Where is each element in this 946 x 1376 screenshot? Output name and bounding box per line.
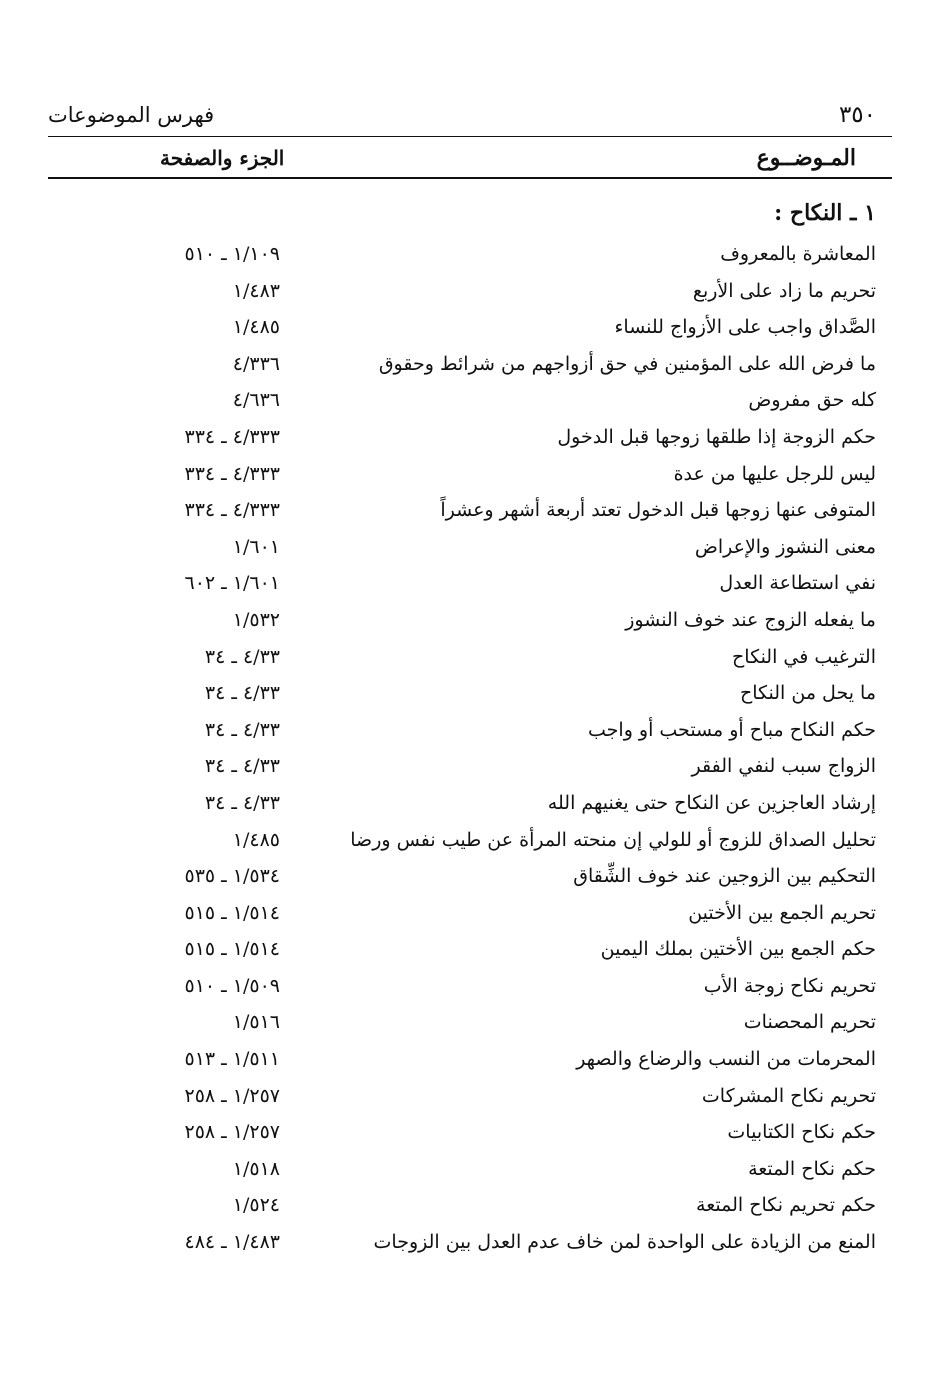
index-row — [0, 968, 946, 1005]
entry-pages: ٤/٣٣ ـ ٣٤ — [204, 755, 280, 778]
entry-pages: ٤/٣٣٦ — [232, 352, 280, 375]
entry-pages: ١/٥٢٤ — [232, 1194, 280, 1217]
index-row — [0, 1187, 946, 1224]
entry-topic: حكم النكاح مباح أو مستحب أو واجب — [588, 718, 876, 741]
entry-topic: تحريم ما زاد على الأربع — [692, 279, 876, 302]
entry-pages: ١/٥١٤ ـ ٥١٥ — [184, 938, 280, 961]
index-row — [0, 419, 946, 456]
entry-topic: حكم الجمع بين الأختين بملك اليمين — [600, 938, 876, 961]
index-row — [0, 748, 946, 785]
entry-pages: ١/٢٥٧ ـ ٢٥٨ — [184, 1121, 280, 1144]
entry-pages: ٤/٦٣٦ — [232, 389, 280, 412]
index-list — [0, 236, 946, 1261]
entry-topic: ما يفعله الزوج عند خوف النشوز — [625, 608, 876, 631]
header-rule-top — [48, 136, 892, 137]
entry-pages: ٤/٣٣٣ ـ ٣٣٤ — [184, 425, 280, 448]
entry-pages: ١/٥١٦ — [232, 1011, 280, 1034]
index-row — [0, 712, 946, 749]
index-row — [0, 1114, 946, 1151]
entry-topic: تحريم المحصنات — [743, 1011, 876, 1034]
entry-topic: تحريم الجمع بين الأختين — [688, 901, 876, 924]
index-row — [0, 675, 946, 712]
entry-topic: الصَّداق واجب على الأزواج للنساء — [614, 316, 876, 339]
index-row — [0, 1041, 946, 1078]
index-row — [0, 346, 946, 383]
entry-pages: ٤/٣٣٣ ـ ٣٣٤ — [184, 499, 280, 522]
index-row — [0, 931, 946, 968]
index-row — [0, 236, 946, 273]
index-row — [0, 1224, 946, 1261]
entry-topic: تحريم نكاح زوجة الأب — [703, 974, 876, 997]
index-row — [0, 492, 946, 529]
entry-pages: ١/٢٥٧ ـ ٢٥٨ — [184, 1084, 280, 1107]
entry-pages: ١/٥١٨ — [232, 1157, 280, 1180]
entry-topic: نفي استطاعة العدل — [719, 572, 876, 595]
entry-pages: ١/٦٠١ ـ ٦٠٢ — [184, 572, 280, 595]
entry-pages: ٤/٣٣ ـ ٣٤ — [204, 682, 280, 705]
entry-topic: حكم تحريم نكاح المتعة — [696, 1194, 876, 1217]
running-title: فهرس الموضوعات — [48, 103, 215, 127]
entry-pages: ٤/٣٣ ـ ٣٤ — [204, 718, 280, 741]
entry-topic: ما يحل من النكاح — [739, 682, 876, 705]
index-row — [0, 602, 946, 639]
index-row — [0, 1004, 946, 1041]
index-row — [0, 456, 946, 493]
column-heading-topic: المـوضــوع — [756, 145, 856, 171]
entry-pages: ١/٤٨٥ — [232, 828, 280, 851]
index-row — [0, 529, 946, 566]
header-rule-bottom — [48, 177, 892, 179]
entry-topic: المحرمات من النسب والرضاع والصهر — [576, 1048, 876, 1071]
index-row — [0, 822, 946, 859]
section-title: ١ ـ النكاح : — [774, 200, 876, 226]
index-row — [0, 382, 946, 419]
index-row — [0, 1078, 946, 1115]
entry-pages: ٤/٣٣ ـ ٣٤ — [204, 791, 280, 814]
entry-pages: ١/٥٠٩ ـ ٥١٠ — [184, 974, 280, 997]
index-row — [0, 273, 946, 310]
entry-topic: حكم نكاح الكتابيات — [727, 1121, 876, 1144]
entry-pages: ١/٤٨٣ ـ ٤٨٤ — [184, 1231, 280, 1254]
index-row — [0, 895, 946, 932]
entry-topic: المعاشرة بالمعروف — [720, 243, 876, 265]
entry-pages: ١/٥١١ ـ ٥١٣ — [184, 1048, 280, 1071]
entry-topic: معنى النشوز والإعراض — [694, 535, 876, 558]
entry-topic: إرشاد العاجزين عن النكاح حتى يغنيهم الله — [547, 791, 876, 814]
entry-pages: ١/٤٨٣ — [232, 279, 280, 302]
index-row — [0, 785, 946, 822]
entry-pages: ١/٤٨٥ — [232, 316, 280, 339]
entry-pages: ٤/٣٣٣ ـ ٣٣٤ — [184, 462, 280, 485]
entry-pages: ١/٥٣٢ — [232, 608, 280, 631]
entry-pages: ٤/٣٣ ـ ٣٤ — [204, 645, 280, 668]
entry-topic: حكم الزوجة إذا طلقها زوجها قبل الدخول — [557, 425, 876, 448]
entry-topic: ليس للرجل عليها من عدة — [673, 462, 876, 485]
column-heading-pages: الجزء والصفحة — [160, 146, 285, 170]
entry-topic: الترغيب في النكاح — [732, 645, 876, 668]
entry-topic: ما فرض الله على المؤمنين في حق أزواجهم من شرائط وحقوق — [378, 352, 876, 375]
entry-topic: حكم نكاح المتعة — [748, 1157, 876, 1180]
entry-topic: المتوفى عنها زوجها قبل الدخول تعتد أربعة أشهر وعشراً — [440, 499, 876, 522]
page-number: ٣٥٠ — [838, 102, 876, 128]
entry-pages: ١/١٠٩ ـ ٥١٠ — [184, 243, 280, 265]
index-row — [0, 639, 946, 676]
entry-pages: ١/٥٣٤ ـ ٥٣٥ — [184, 865, 280, 888]
entry-topic: الزواج سبب لنفي الفقر — [691, 755, 876, 778]
index-row — [0, 858, 946, 895]
entry-pages: ١/٦٠١ — [232, 535, 280, 558]
index-row — [0, 1151, 946, 1188]
entry-topic: تحليل الصداق للزوج أو للولي إن منحته المرأة عن طيب نفس ورضا — [350, 828, 876, 851]
entry-topic: المنع من الزيادة على الواحدة لمن خاف عدم العدل بين الزوجات — [373, 1231, 876, 1254]
index-row — [0, 565, 946, 602]
entry-topic: كله حق مفروض — [748, 389, 876, 412]
entry-topic: التحكيم بين الزوجين عند خوف الشِّقاق — [573, 865, 876, 888]
entry-topic: تحريم نكاح المشركات — [701, 1084, 876, 1107]
index-row — [0, 309, 946, 346]
entry-pages: ١/٥١٤ ـ ٥١٥ — [184, 901, 280, 924]
